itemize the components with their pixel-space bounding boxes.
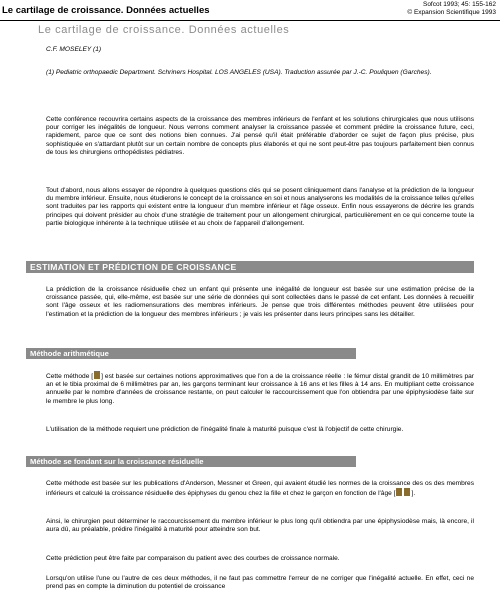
paragraph-prediction: La prédiction de la croissance résiduelle chez un enfant qui présente une inégalité de longueur est basée sur une estimation précise de la croissance passée, qui, elle-même, est basée sur une série de données qui sont collectées dans le passé de cet enfant. Les données à recueillir sont l'âge osseux et les radiomensurations des membres inférieurs. Je pense que trois différentes méthodes peuvent être utilisées pour l'estimation et la prédiction de la longueur des membres inférieurs ; je vais les présenter dans leurs principes sans les détailler. bbox=[46, 286, 474, 318]
paragraph-residual bbox=[46, 480, 474, 498]
subsection-heading-arithmetic: Méthode arithmétique bbox=[26, 348, 356, 359]
paragraph-intro-2: Tout d'abord, nous allons essayer de répondre à quelques questions clés qui se posent cliniquement dans l'analyse et la prédiction de la longueur du membre inférieur. Ensuite, nous étudierons le concept de la croissance en soi et nous analyserons les modalités de la croissance telles qu'elles sont traduites par les rapports qui existent entre la longueur d'un membre inférieur et l'âge osseux. Enfin nous essayerons de décrire les grands principes qui doivent présider au choix d'une stratégie de traitement pour un allongement chirurgical, particulièrement en ce qui concerne toute la partie biologique inhérente à la technique utilisée et au choix de l'appareil d'allongement. bbox=[46, 187, 474, 227]
header-title: Le cartilage de croissance. Données actuelles bbox=[2, 5, 210, 16]
paragraph-residual-end: ]. bbox=[411, 490, 416, 498]
reference-link-icon[interactable] bbox=[404, 488, 410, 496]
article-title: Le cartilage de croissance. Données actuelles bbox=[38, 24, 290, 36]
affiliation: (1) Pediatric orthopaedic Department. Schriners Hospital. LOS ANGELES (USA). Traduction assurée par J.-C. Pouliquen (Garches). bbox=[46, 69, 432, 76]
section-heading-estimation: ESTIMATION ET PRÉDICTION DE CROISSANCE bbox=[26, 261, 474, 273]
header-ref-line2: © Expansion Scientifique 1993 bbox=[407, 9, 496, 16]
header-reference bbox=[407, 1, 496, 17]
paragraph-residual-4: Lorsqu'on utilise l'une ou l'autre de ces deux méthodes, il ne faut pas commettre l'erreur de ne corriger que l'inégalité actuelle. En effet, ceci ne prend pas en compte la diminution du potentiel de croissance bbox=[46, 575, 474, 591]
author: C.F. MOSELEY (1) bbox=[46, 46, 102, 53]
paragraph-arithmetic bbox=[46, 371, 474, 406]
reference-link-icon[interactable] bbox=[94, 371, 100, 379]
paragraph-residual-start: Cette méthode est basée sur les publications d'Anderson, Messner et Green, qui avaient étudié les normes de la croissance des os des membres inférieurs et calculé la croissance résiduelle des épiphyses du genou chez la fille et chez le garçon en fonction de l'âge [ bbox=[46, 480, 474, 498]
reference-link-icon[interactable] bbox=[396, 488, 402, 496]
paragraph-residual-2: Ainsi, le chirurgien peut déterminer le raccourcissement du membre inférieur le plus long qu'il obtiendra par une épiphysiodèse mais, là encore, il aura dû, au préalable, prédire l'inégalité à maturité pour atteindre son but. bbox=[46, 518, 474, 534]
page-header bbox=[0, 0, 500, 21]
paragraph-arithmetic-end: ] est basée sur certaines notions approximatives que l'on a de la croissance réelle : le fémur distal grandit de 10 millimètres par an et le tibia proximal de 6 millimètres par an, les garçons terminant leur croissance à 16 ans et les filles à 14 ans. En multipliant cette croissance annuelle par le nombre d'années de croissance restante, on peut calculer le raccourcissement que l'on obtiendra par une épiphysiodèse faite sur le membre le plus long. bbox=[46, 373, 474, 405]
paragraph-arithmetic-start: Cette méthode [ bbox=[46, 373, 94, 380]
subsection-heading-residual: Méthode se fondant sur la croissance résiduelle bbox=[26, 456, 356, 467]
header-ref-line1: Sofcot 1993; 45: 155-162 bbox=[422, 1, 496, 8]
paragraph-intro-1: Cette conférence recouvrira certains aspects de la croissance des membres inférieurs de l'enfant et les solutions chirurgicales que nous utilisons pour corriger les inégalités de longueur. Nous verrons comment analyser la croissance passée et comment prédire la croissance future, ceci, rapidement, parce que ce sont des notions bien connues. J'ai pensé qu'il était préférable d'aborder ce sujet de façon plus précise, plus sophistiquée en s'attardant plutôt sur un certain nombre de concepts plus élaborés et qui ne sont peut-être pas toujours parfaitement bien connus de tous les chirurgiens orthopédistes pédiatres. bbox=[46, 116, 474, 156]
paragraph-residual-3: Cette prédiction peut être faite par comparaison du patient avec des courbes de croissance normale. bbox=[46, 555, 340, 562]
paragraph-arithmetic-2: L'utilisation de la méthode requiert une prédiction de l'inégalité finale à maturité puisque c'est là l'objectif de cette chirurgie. bbox=[46, 426, 404, 433]
